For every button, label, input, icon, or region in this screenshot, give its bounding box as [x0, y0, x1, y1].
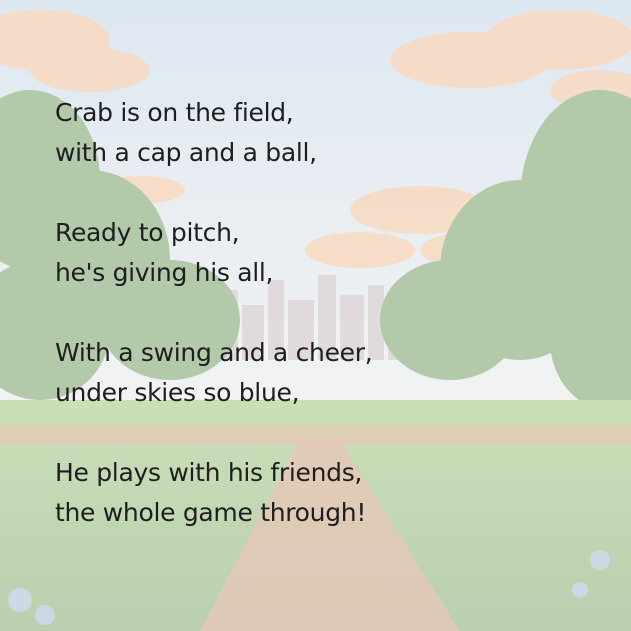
poem-line: He plays with his friends,: [55, 458, 363, 487]
poem-line: With a swing and a cheer,: [55, 338, 373, 367]
poem-line: Ready to pitch,: [55, 218, 240, 247]
stanza-4: [55, 453, 595, 533]
stanza-3: [55, 333, 595, 413]
poem-line: Crab is on the field,: [55, 98, 294, 127]
poem-line: under skies so blue,: [55, 378, 300, 407]
poem-text: [55, 93, 595, 533]
poem-line: with a cap and a ball,: [55, 138, 317, 167]
poem-line: the whole game through!: [55, 498, 367, 527]
poem-line: he's giving his all,: [55, 258, 274, 287]
stanza-1: [55, 93, 595, 173]
stanza-2: [55, 213, 595, 293]
